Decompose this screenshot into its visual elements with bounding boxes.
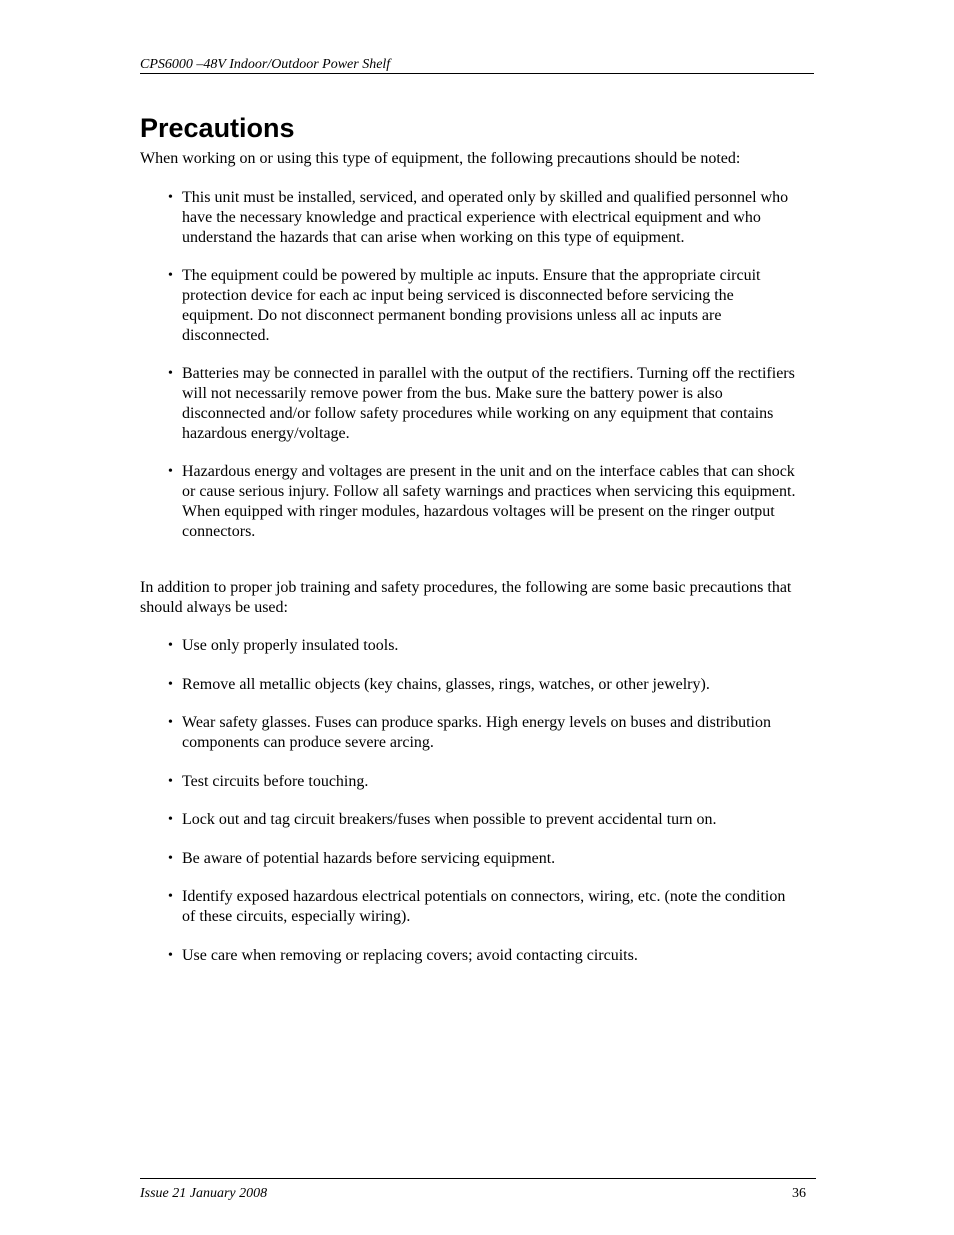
issue-date: Issue 21 January 2008 [140, 1186, 268, 1201]
list-item-text: This unit must be installed, serviced, and operated only by skilled and qualified personnel who have the necessary knowledge and practical experience with electrical equipment and who understand the hazards that can arise when working on this type of equipment. [182, 189, 789, 246]
bullet-icon: • [168, 812, 173, 827]
list-item [168, 462, 798, 542]
section-title: Precautions [140, 113, 295, 143]
page-footer [140, 1178, 816, 1201]
precautions-list [168, 188, 798, 560]
bullet-icon: • [168, 676, 173, 692]
list-item-text: Be aware of potential hazards before servicing equipment. [182, 849, 556, 867]
basic-precautions-list [168, 636, 798, 984]
list-item-text: Wear safety glasses. Fuses can produce sparks. High energy levels on buses and distribution components can produce severe arcing. [182, 714, 771, 751]
list-item-text: Hazardous energy and voltages are present in the unit and on the interface cables that can shock or cause serious injury. Follow all safety warnings and practices when servicing this equipment. When equipped with ringer modules, hazardous voltages will be present on the ringer output connectors. [182, 463, 796, 540]
list-item [168, 849, 798, 869]
bullet-icon: • [168, 850, 173, 866]
page-number: 36 [792, 1186, 806, 1201]
bullet-icon: • [168, 773, 173, 789]
page-header [140, 56, 814, 74]
list-item [168, 188, 798, 248]
list-item-text: Use care when removing or replacing covers; avoid contacting circuits. [182, 946, 638, 964]
bullet-icon: • [168, 889, 173, 904]
bullet-icon: • [168, 464, 173, 479]
list-item [168, 675, 798, 695]
list-item-text: Lock out and tag circuit breakers/fuses when possible to prevent accidental turn on. [182, 811, 717, 828]
list-item [168, 713, 798, 753]
list-item [168, 636, 798, 656]
intro-paragraph: When working on or using this type of equipment, the following precautions should be noted: [140, 150, 741, 167]
list-item [168, 364, 798, 444]
list-item [168, 810, 798, 830]
list-item [168, 772, 798, 792]
bullet-icon: • [168, 190, 173, 205]
bullet-icon: • [168, 268, 173, 283]
list-item-text: Identify exposed hazardous electrical potentials on connectors, wiring, etc. (note the condition of these circuits, especially wiring). [182, 888, 786, 925]
addition-paragraph: In addition to proper job training and safety procedures, the following are some basic precautions that should always be used: [140, 579, 792, 616]
list-item-text: Use only properly insulated tools. [182, 637, 399, 654]
list-item-text: Test circuits before touching. [182, 772, 369, 790]
list-item-text: Batteries may be connected in parallel with the output of the rectifiers. Turning off the rectifiers will not necessarily remove power from the bus. Make sure the battery power is also disconnected and/or follow safety procedures while working on any equipment that contains hazardous energy/voltage. [182, 365, 795, 442]
document-title: CPS6000 –48V Indoor/Outdoor Power Shelf [140, 57, 391, 72]
bullet-icon: • [168, 715, 173, 730]
bullet-icon: • [168, 366, 173, 381]
list-item [168, 266, 798, 346]
list-item [168, 946, 798, 966]
bullet-icon: • [168, 947, 173, 963]
list-item [168, 887, 798, 927]
bullet-icon: • [168, 638, 173, 653]
list-item-text: Remove all metallic objects (key chains, glasses, rings, watches, or other jewelry). [182, 675, 710, 693]
list-item-text: The equipment could be powered by multiple ac inputs. Ensure that the appropriate circuit protection device for each ac input being serviced is disconnected before servicing the equipment. Do not disconnect permanent bonding provisions unless all ac inputs are disconnected. [182, 267, 761, 344]
